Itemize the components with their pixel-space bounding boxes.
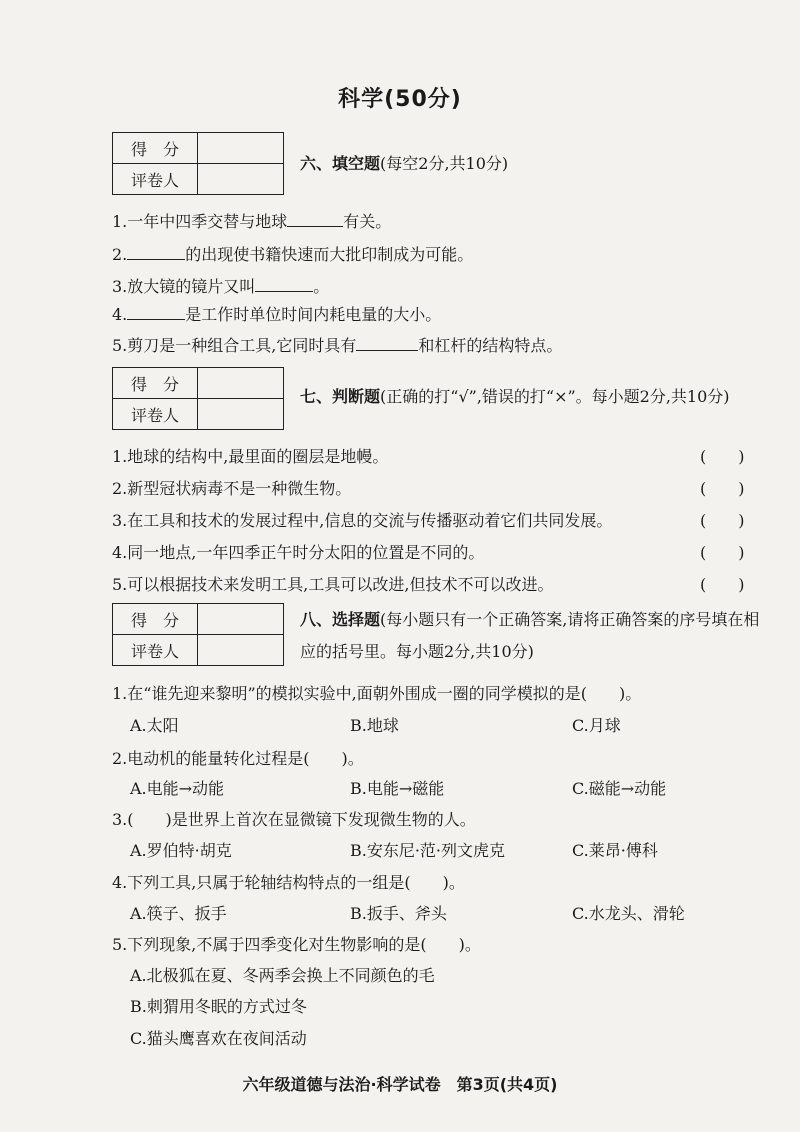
answer-paren[interactable]: ( )	[700, 479, 745, 498]
grader-label: 评卷人	[113, 399, 198, 430]
score-label: 得 分	[113, 368, 198, 399]
fill-question-4-tail: 是工作时单位时间内耗电量的大小。	[185, 305, 442, 324]
answer-paren[interactable]: ( )	[700, 511, 745, 530]
choice-option-a[interactable]: A.太阳	[130, 716, 179, 735]
fill-blank[interactable]	[127, 303, 185, 320]
fill-question-5	[112, 333, 562, 356]
fill-question-5-text: 5.剪刀是一种组合工具,它同时具有	[112, 336, 357, 355]
fill-question-1-text: 1.一年中四季交替与地球	[112, 212, 288, 231]
choice-option-c[interactable]: C.水龙头、滑轮	[572, 904, 685, 923]
choice-option-c[interactable]: C.莱昂·傅科	[572, 841, 658, 860]
section-8-heading	[300, 604, 759, 636]
section-8-title: 八、选择题	[300, 610, 381, 629]
choice-option-b[interactable]: B.地球	[350, 716, 399, 735]
fill-question-2-tail: 的出现使书籍快速而大批印制成为可能。	[185, 245, 474, 264]
choice-option-b[interactable]: B.安东尼·范·列文虎克	[350, 841, 506, 860]
judge-question-2: 2.新型冠状病毒不是一种微生物。	[112, 479, 352, 498]
fill-question-3-tail: 。	[313, 277, 330, 296]
score-cell[interactable]	[198, 133, 284, 164]
section-7-title: 七、判断题	[300, 387, 381, 406]
choice-option-a[interactable]: A.筷子、扳手	[130, 904, 227, 923]
page-footer: 六年级道德与法治·科学试卷 第3页(共4页)	[242, 1075, 558, 1094]
choice-question-4: 4.下列工具,只属于轮轴结构特点的一组是( )。	[112, 873, 465, 892]
judge-question-3: 3.在工具和技术的发展过程中,信息的交流与传播驱动着它们共同发展。	[112, 511, 613, 530]
section-8-note-line-1: (每小题只有一个正确答案,请将正确答案的序号填在相	[380, 610, 760, 629]
choice-option-a[interactable]: A.电能→动能	[130, 779, 225, 798]
fill-question-5-tail: 和杠杆的结构特点。	[418, 336, 563, 355]
score-box	[112, 367, 284, 430]
fill-blank[interactable]	[127, 243, 185, 260]
fill-blank[interactable]	[356, 334, 418, 351]
score-cell[interactable]	[198, 368, 284, 399]
fill-question-1	[112, 209, 391, 232]
choice-question-3: 3.( )是世界上首次在显微镜下发现微生物的人。	[112, 810, 476, 829]
score-label: 得 分	[113, 133, 198, 164]
section-6-title: 六、填空题	[300, 154, 381, 173]
fill-blank[interactable]	[255, 275, 313, 292]
grader-label: 评卷人	[113, 635, 198, 666]
fill-question-2-text: 2.	[112, 245, 128, 264]
choice-option-a[interactable]: A.北极狐在夏、冬两季会换上不同颜色的毛	[130, 966, 435, 985]
score-box	[112, 132, 284, 195]
page-title: 科学(50分)	[338, 87, 462, 112]
section-7-note: (正确的打“√”,错误的打“×”。每小题2分,共10分)	[380, 387, 730, 406]
judge-question-5: 5.可以根据技术来发明工具,工具可以改进,但技术不可以改进。	[112, 575, 554, 594]
fill-question-1-tail: 有关。	[343, 212, 392, 231]
fill-question-3-text: 3.放大镜的镜片又叫	[112, 277, 256, 296]
score-box	[112, 603, 284, 666]
choice-question-5: 5.下列现象,不属于四季变化对生物影响的是( )。	[112, 935, 481, 954]
grader-label: 评卷人	[113, 164, 198, 195]
answer-paren[interactable]: ( )	[700, 447, 745, 466]
grader-cell[interactable]	[198, 399, 284, 430]
choice-option-c[interactable]: C.磁能→动能	[572, 779, 667, 798]
choice-question-1: 1.在“谁先迎来黎明”的模拟实验中,面朝外围成一圈的同学模拟的是( )。	[112, 684, 642, 703]
judge-question-4: 4.同一地点,一年四季正午时分太阳的位置是不同的。	[112, 543, 485, 562]
grader-cell[interactable]	[198, 635, 284, 666]
choice-option-a[interactable]: A.罗伯特·胡克	[130, 841, 232, 860]
choice-option-b[interactable]: B.刺猬用冬眠的方式过冬	[130, 997, 307, 1016]
choice-option-c[interactable]: C.猫头鹰喜欢在夜间活动	[130, 1029, 307, 1048]
choice-option-b[interactable]: B.扳手、斧头	[350, 904, 447, 923]
judge-question-1: 1.地球的结构中,最里面的圈层是地幔。	[112, 447, 389, 466]
answer-paren[interactable]: ( )	[700, 543, 745, 562]
section-6-note: (每空2分,共10分)	[380, 154, 509, 173]
answer-paren[interactable]: ( )	[700, 575, 745, 594]
choice-question-2: 2.电动机的能量转化过程是( )。	[112, 749, 364, 768]
section-6-heading	[300, 148, 508, 180]
fill-blank[interactable]	[287, 210, 343, 227]
grader-cell[interactable]	[198, 164, 284, 195]
score-label: 得 分	[113, 604, 198, 635]
section-8-note-line-2: 应的括号里。每小题2分,共10分)	[300, 642, 534, 661]
fill-question-3	[112, 274, 329, 297]
fill-question-2	[112, 242, 473, 265]
score-cell[interactable]	[198, 604, 284, 635]
section-7-heading	[300, 381, 730, 413]
choice-option-c[interactable]: C.月球	[572, 716, 621, 735]
fill-question-4	[112, 302, 441, 325]
fill-question-4-text: 4.	[112, 305, 128, 324]
choice-option-b[interactable]: B.电能→磁能	[350, 779, 445, 798]
